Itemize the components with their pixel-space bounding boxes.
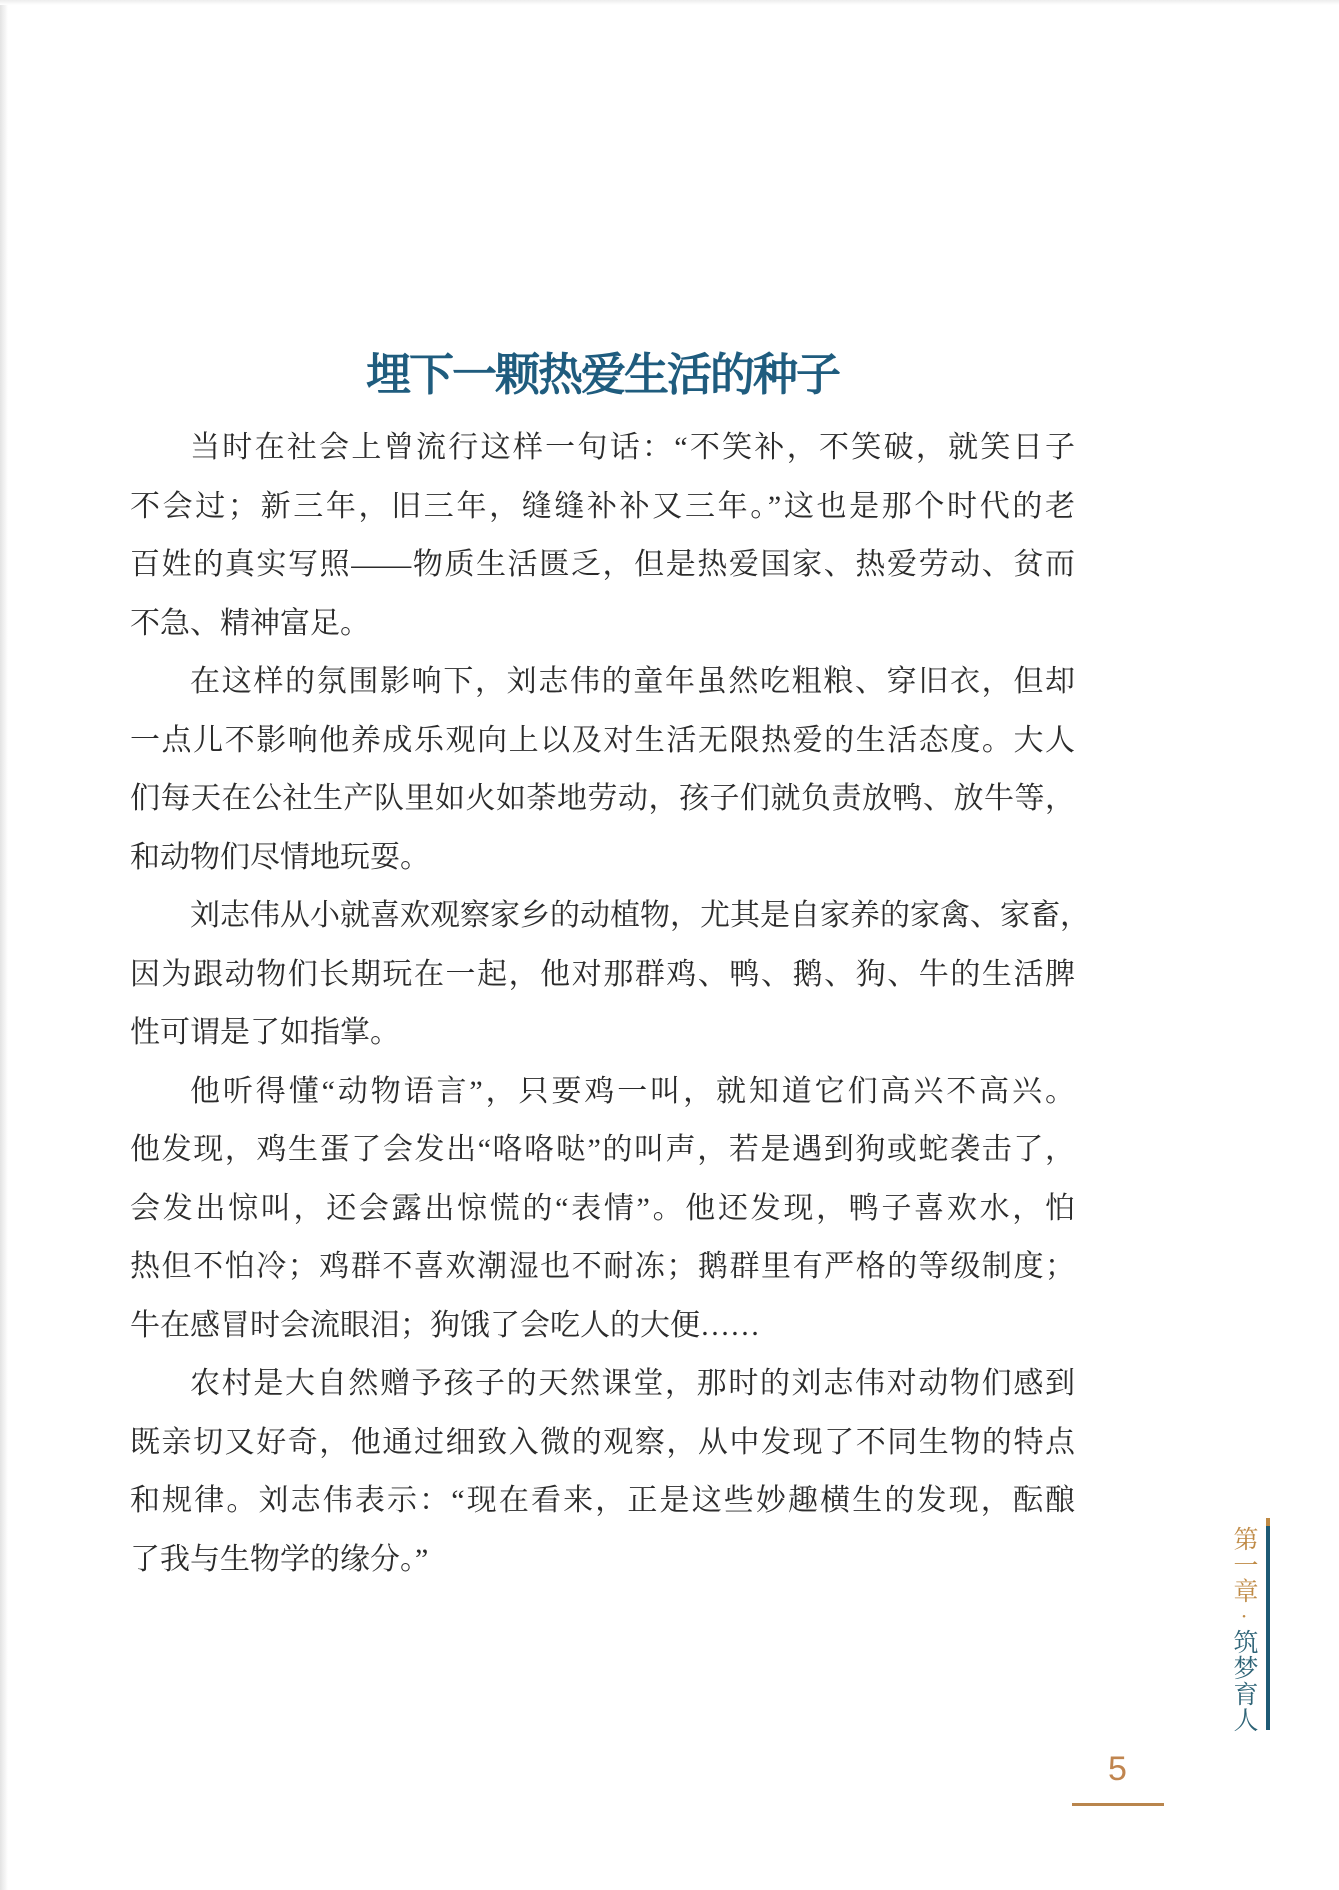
chapter-marker-section: 筑梦育人 (1230, 1629, 1259, 1733)
text-line: 不急、精神富足。 (130, 606, 370, 640)
chapter-marker (1226, 1526, 1262, 1733)
text-line: 百姓的真实写照——物质生活匮乏，但是热爱国家、热爱劳动、贫而 (130, 548, 1075, 581)
text-line: 会发出惊叫，还会露出惊慌的“表情”。他还发现，鸭子喜欢水，怕 (130, 1191, 1075, 1225)
section-title: 埋下一颗热爱生活的种子 (365, 349, 839, 401)
text-line: 们每天在公社生产队里如火如荼地劳动，孩子们就负责放鸭、放牛等， (130, 782, 1075, 815)
body-paragraphs (130, 419, 1090, 1589)
text-line: 当时在社会上曾流行这样一句话：“不笑补，不笑破，就笑日子 (190, 431, 1075, 464)
sidebar-rule (1266, 1526, 1270, 1730)
text-line: 一点儿不影响他养成乐观向上以及对生活无限热爱的生活态度。大人 (130, 723, 1075, 757)
page-edge-shadow-left (0, 0, 8, 1890)
sidebar-rule-tick (1266, 1518, 1270, 1526)
chapter-marker-chapter: 第一章 (1230, 1526, 1259, 1604)
chapter-marker-separator: · (1232, 1604, 1256, 1629)
text-line: 牛在感冒时会流眼泪；狗饿了会吃人的大便…… (130, 1308, 760, 1342)
text-line: 因为跟动物们长期玩在一起，他对那群鸡、鸭、鹅、狗、牛的生活脾 (130, 957, 1075, 991)
text-line: 他发现，鸡生蛋了会发出“咯咯哒”的叫声，若是遇到狗或蛇袭击了， (130, 1133, 1075, 1166)
text-line: 不会过；新三年，旧三年，缝缝补补又三年。”这也是那个时代的老 (130, 489, 1075, 523)
text-line: 既亲切又好奇，他通过细致入微的观察，从中发现了不同生物的特点 (130, 1425, 1075, 1459)
page-number: 5 (1108, 1750, 1127, 1788)
page-edge-shadow-top (0, 0, 1339, 5)
page-number-rule (1072, 1803, 1164, 1806)
text-line: 他听得懂“动物语言”，只要鸡一叫，就知道它们高兴不高兴。 (190, 1074, 1075, 1108)
text-line: 和规律。刘志伟表示：“现在看来，正是这些妙趣横生的发现，酝酿 (130, 1484, 1075, 1517)
text-line: 性可谓是了如指掌。 (130, 1016, 400, 1049)
text-line: 了我与生物学的缘分。” (130, 1542, 429, 1576)
text-line: 刘志伟从小就喜欢观察家乡的动植物，尤其是自家养的家禽、家畜， (190, 899, 1090, 932)
text-line: 在这样的氛围影响下，刘志伟的童年虽然吃粗粮、穿旧衣，但却 (190, 665, 1075, 698)
text-line: 农村是大自然赠予孩子的天然课堂，那时的刘志伟对动物们感到 (190, 1367, 1075, 1400)
text-line: 热但不怕冷；鸡群不喜欢潮湿也不耐冻；鹅群里有严格的等级制度； (130, 1250, 1075, 1283)
text-line: 和动物们尽情地玩耍。 (130, 840, 430, 874)
